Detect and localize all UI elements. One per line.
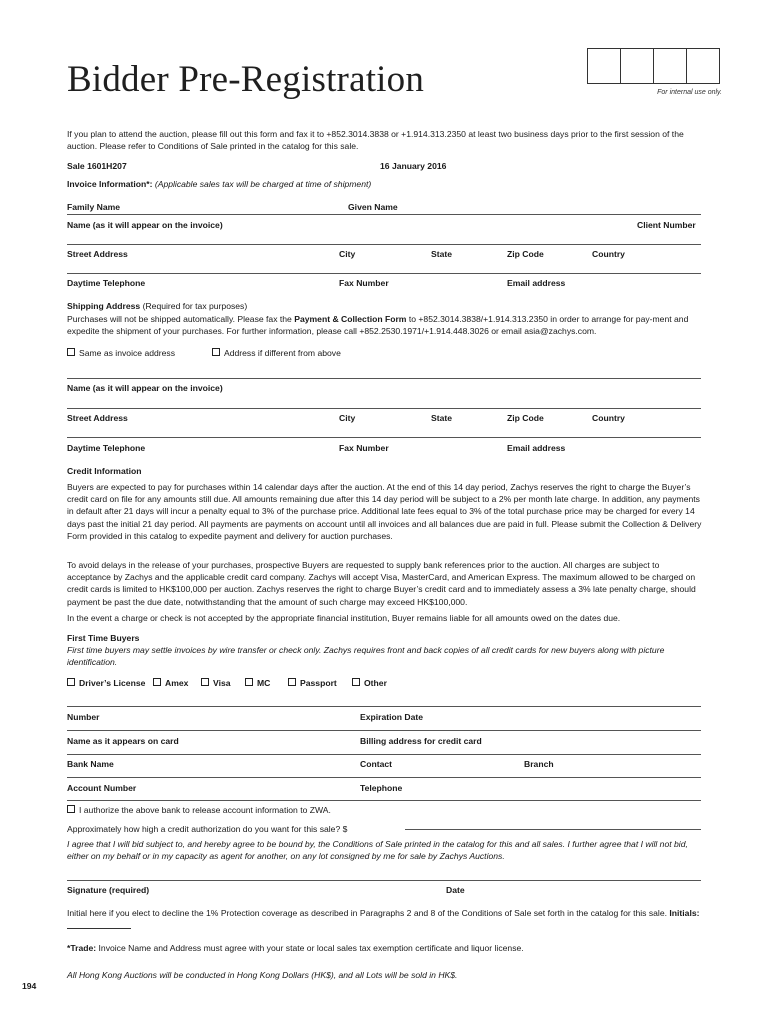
telephone-label: Telephone [360,783,403,793]
field-line[interactable] [67,754,701,755]
field-line[interactable] [67,378,701,379]
credit-amount-label: Approximately how high a credit authorization do you want for this sale? $ [67,824,348,834]
ship-zip-label: Zip Code [507,413,544,423]
billing-address-label: Billing address for credit card [360,736,482,746]
checkbox-icon [201,678,209,686]
signature-label: Signature (required) [67,885,150,895]
expiration-label: Expiration Date [360,712,424,722]
mc-checkbox[interactable]: MC [245,678,270,688]
field-line[interactable] [67,408,701,409]
state-label: State [431,249,453,259]
payment-form-name: Payment & Collection Form [294,314,407,324]
initial-text: Initial here if you elect to decline the 1% Protection coverage as described in Paragraphs 2 and 8 of the Conditions of Sale set forth in the catalog for this sale. Initials: [67,907,703,931]
internal-use-boxes [587,48,720,84]
invoice-name-label: Name (as it will appear on the invoice) [67,220,223,230]
name-on-card-label: Name as it appears on card [67,736,179,746]
checkbox-icon [153,678,161,686]
given-name-label: Given Name [348,202,398,212]
checkbox-icon [67,348,75,356]
date-label: Date [446,885,465,895]
ship-name-label: Name (as it will appear on the invoice) [67,383,223,393]
hk-note: All Hong Kong Auctions will be conducted in Hong Kong Dollars (HK$), and all Lots will be sold in HK$. [67,970,458,980]
field-line[interactable] [67,706,701,707]
ship-state-label: State [431,413,453,423]
authorize-bank-checkbox[interactable]: I authorize the above bank to release account information to ZWA. [67,805,331,815]
different-address-checkbox[interactable]: Address if different from above [212,348,341,358]
other-checkbox[interactable]: Other [352,678,387,688]
checkbox-icon [288,678,296,686]
phone-label: Daytime Telephone [67,278,146,288]
first-time-heading: First Time Buyers [67,633,140,643]
field-line[interactable] [67,214,701,215]
field-line[interactable] [67,777,701,778]
checkbox-icon [212,348,220,356]
card-number-label: Number [67,712,100,722]
country-label: Country [592,249,625,259]
field-line[interactable] [67,437,701,438]
street-label: Street Address [67,249,128,259]
initials-field[interactable] [67,919,131,929]
checkbox-icon [352,678,360,686]
zip-label: Zip Code [507,249,544,259]
drivers-license-checkbox[interactable]: Driver’s License [67,678,145,688]
fax-label: Fax Number [339,278,389,288]
ship-phone-label: Daytime Telephone [67,443,146,453]
internal-use-note: For internal use only. [657,89,722,96]
ship-country-label: Country [592,413,625,423]
branch-label: Branch [524,759,554,769]
invoice-info-label: Invoice Information*: [67,179,153,189]
contact-label: Contact [360,759,392,769]
checkbox-icon [67,678,75,686]
field-line[interactable] [67,244,701,245]
page-title: Bidder Pre-Registration [67,59,425,100]
field-line[interactable] [67,800,701,801]
passport-checkbox[interactable]: Passport [288,678,337,688]
ship-street-label: Street Address [67,413,128,423]
same-address-checkbox[interactable]: Same as invoice address [67,348,175,358]
page-number: 194 [22,981,37,991]
shipping-label: Shipping Address [67,301,141,311]
family-name-label: Family Name [67,202,121,212]
intro-text: If you plan to attend the auction, please fill out this form and fax it to +852.3014.3838 or +1.914.313.2350 at least two business days prior to the first session of the auction. Please refer to Conditions of Sale printed in the catalog for this sale. [67,129,684,152]
shipping-text: Purchases will not be shipped automatically. Please fax the Payment & Collection Form to +852.3014.3838/+1.914.313.2350 in order to arrange for pay-ment and expedite the shipment of your purchases. For further information, please call +852.2530.1971/+1.914.448.3026 or email asia@zachys.com. [67,314,689,337]
first-time-text: First time buyers may settle invoices by wire transfer or check only. Zachys requires front and back copies of all credit cards for new buyers along with picture identification. [67,645,665,668]
visa-checkbox[interactable]: Visa [201,678,231,688]
internal-box [654,49,687,83]
checkbox-icon [67,805,75,813]
sale-date: 16 January 2016 [380,161,447,171]
shipping-note: (Required for tax purposes) [142,301,248,311]
ship-email-label: Email address [507,443,566,453]
ship-fax-label: Fax Number [339,443,389,453]
sale-number: Sale 1601H207 [67,161,127,171]
checkbox-icon [245,678,253,686]
internal-box [588,49,621,83]
bank-name-label: Bank Name [67,759,114,769]
email-label: Email address [507,278,566,288]
field-line[interactable] [67,273,701,274]
signature-line[interactable] [67,880,701,881]
amex-checkbox[interactable]: Amex [153,678,188,688]
field-line[interactable] [67,730,701,731]
credit-heading: Credit Information [67,466,142,476]
city-label: City [339,249,356,259]
internal-box [621,49,654,83]
trade-label: *Trade: [67,943,97,953]
internal-box [687,49,719,83]
invoice-info-note: (Applicable sales tax will be charged at time of shipment) [154,179,372,189]
credit-paragraph-3: In the event a charge or check is not accepted by the appropriate financial institution, Buyer remains liable for all amounts owed on the dates due. [67,613,621,623]
shipping-heading [67,300,247,312]
invoice-info [67,178,371,190]
trade-note: *Trade: Invoice Name and Address must agree with your state or local sales tax exemption certificate and liquor license. [67,943,524,953]
account-number-label: Account Number [67,783,137,793]
credit-amount-field[interactable] [405,829,701,830]
initials-label: Initials: [669,908,700,918]
credit-paragraph-1: Buyers are expected to pay for purchases within 14 calendar days after the auction. At the end of this 14 day period, Zachys reserves the right to charge the Buyer’s credit card on file for any amounts still due. All amounts remaining due after this 14 day period will be subject to a 2% per month late charge. In addition, any payments in default after 21 days will incur a penalty equal to 3% of the purchase price. Additional late fees equal to 3% of the total purchase price may be charged for every 14 days past the initial 21 day period. All payments are payments on account until all invoices and all balances due are paid in full. Please submit the Collection & Delivery Form provided in this catalog to expedite payment and delivery for auction purchases. [67,482,702,541]
credit-paragraph-2: To avoid delays in the release of your purchases, prospective Buyers are requested to supply bank references prior to the auction. All charges are subject to acceptance by Zachys and the applicable credit card company. Zachys will accept Visa, MasterCard, and American Express. The maximum allowed to be charged on credit cards is limited to HK$100,000 per auction. Zachys reserves the right to charge Buyer’s credit card and to immediately assess a 3% late penalty charge, should payment be past the due date, notwithstanding that the amount of such charge may exceed HK$100,000. [67,560,696,607]
agreement-text: I agree that I will bid subject to, and hereby agree to be bound by, the Conditions of Sale printed in the catalog for this and all sales. I further agree that I will not bid, either on my behalf or in my capacity as agent for another, on any lot consigned by me for sale by Zachys Auctions. [67,839,688,862]
ship-city-label: City [339,413,356,423]
client-number-label: Client Number [637,220,696,230]
